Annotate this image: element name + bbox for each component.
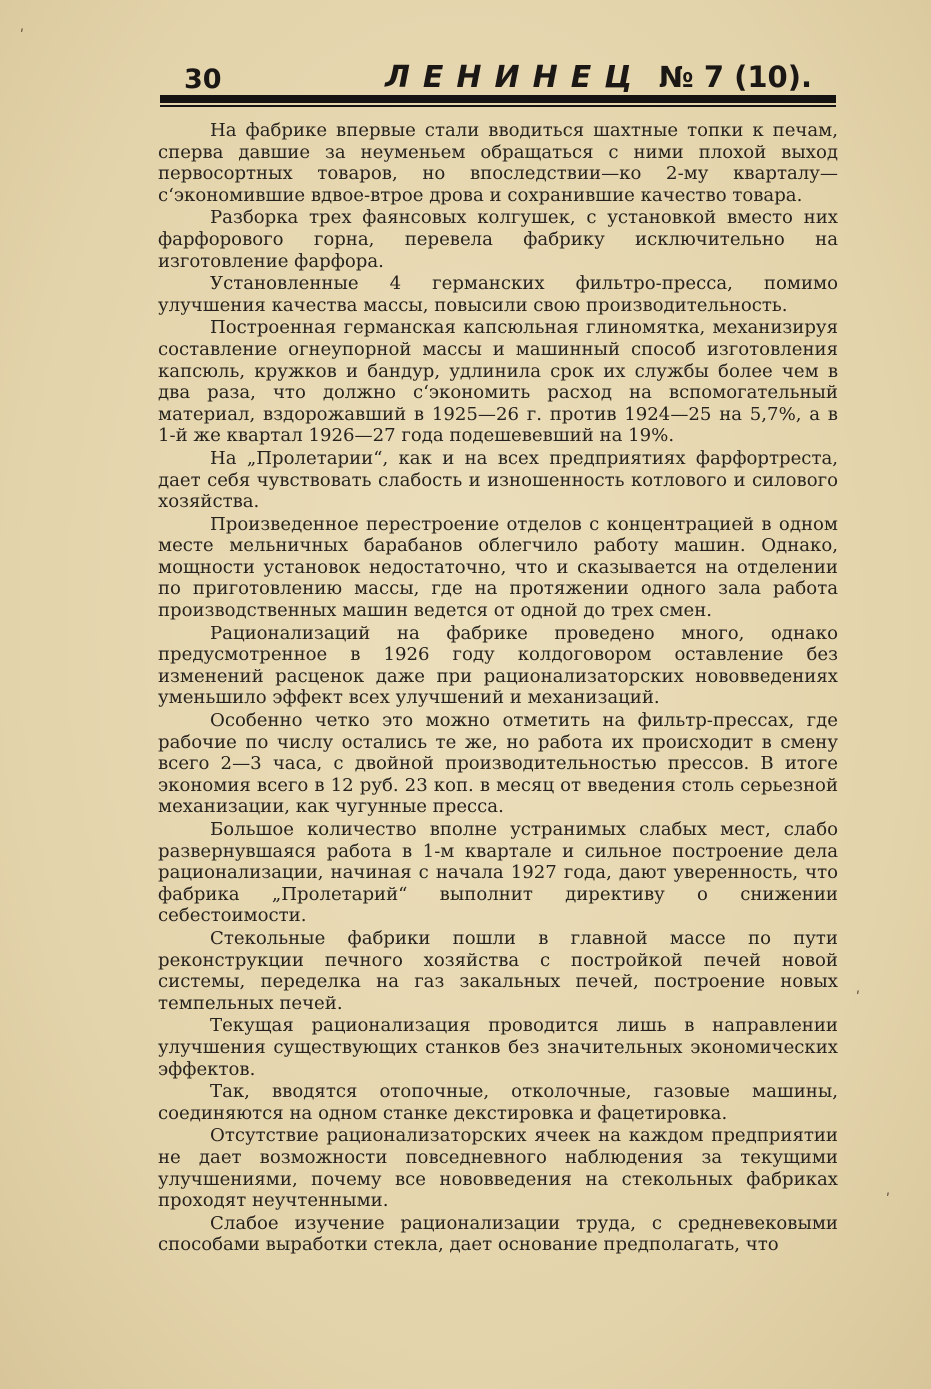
paragraph: Построенная германская капсюльная глиномятка, механизируя составление огнеупорной массы и машинный способ изготовления капсюль, кружков и бандур, удлинила срок их службы более чем в два раза, что должно с‘экономить расход на вспомогательный материал, вздорожавший в 1925—26 г. против 1924—25 на 5,7%, а в 1-й же квартал 1926—27 года подешевевший на 19%.: [158, 317, 838, 447]
journal-title: ЛЕНИНЕЦ: [385, 60, 646, 95]
article-body: [158, 120, 838, 1257]
paragraph: Стекольные фабрики пошли в главной массе по пути реконструкции печного хозяйства с постройкой печей новой системы, переделка на газ закальных печей, построение новых темпельных печей.: [158, 927, 838, 1014]
paragraph: Особенно четко это можно отметить на фильтр-прессах, где рабочие по числу остались те же, но работа их происходит в смену всего 2—3 часа, с двойной производительностью прессов. В итоге экономия всего в 12 руб. 23 коп. в месяц от введения столь серьезной механизации, как чугунные пресса.: [158, 710, 838, 818]
paragraph: На „Пролетарии“, как и на всех предприятиях фарфортреста, дает себя чувствовать слабость и изношенность котлового и силового хозяйства.: [158, 447, 838, 513]
scan-speck: ʹ: [886, 1192, 890, 1208]
paragraph: Установленные 4 германских фильтро-пресса, помимо улучшения качества массы, повысили свою производительность.: [158, 273, 838, 316]
paragraph: Большое количество вполне устранимых слабых мест, слабо развернувшаяся работа в 1-м квартале и сильное построение дела рационализации, начиная с начала 1927 года, дают уверенность, что фабрика „Пролетарий“ выполнит директиву о снижении себестоимости.: [158, 819, 838, 927]
paragraph: Рационализаций на фабрике проведено много, однако предусмотренное в 1926 году колдоговором оставление без изменений расценок даже при рационализаторских нововведениях уменьшило эффект всех улучшений и механизаций.: [158, 622, 838, 709]
page-number: 30: [184, 64, 222, 95]
paragraph: Разборка трех фаянсовых колгушек, с установкой вместо них фарфорового горна, перевела фабрику исключительно на изготовление фарфора.: [158, 207, 838, 272]
scan-speck: ʹ: [856, 990, 860, 1006]
paragraph: Отсутствие рационализаторских ячеек на каждом предприятии не дает возможности повседневного наблюдения за текущими улучшениями, почему все нововведения на стекольных фабриках проходят неучтенными.: [158, 1125, 838, 1212]
page-header: [160, 58, 836, 98]
paragraph: На фабрике впервые стали вводиться шахтные топки к печам, сперва давшие за неуменьем обращаться с ними плохой выход первосортных товаров, но впоследствии—ко 2-му кварталу— с‘экономившие вдвое-втрое дрова и сохранившие качество товара.: [158, 120, 838, 206]
scan-speck: ʹ: [20, 28, 24, 44]
paragraph: Так, вводятся отопочные, отколочные, газовые машины, соединяются на одном станке декстировка и фацетировка.: [158, 1081, 838, 1124]
paragraph: Текущая рационализация проводится лишь в направлении улучшения существующих станков без значительных экономических эффектов.: [158, 1015, 838, 1080]
issue-number: № 7 (10).: [658, 60, 812, 94]
paragraph: Произведенное перестроение отделов с концентрацией в одном месте мельничных барабанов облегчило работу машин. Однако, мощности установок недостаточно, что и сказывается на отделении по приготовлению массы, где на протяжении одного зала работа производственных машин ведется от одной до трех смен.: [158, 513, 838, 622]
paragraph: Слабое изучение рационализации труда, с средневековыми способами выработки стекла, дает основание предполагать, что: [158, 1212, 838, 1256]
header-rule: [160, 95, 836, 103]
